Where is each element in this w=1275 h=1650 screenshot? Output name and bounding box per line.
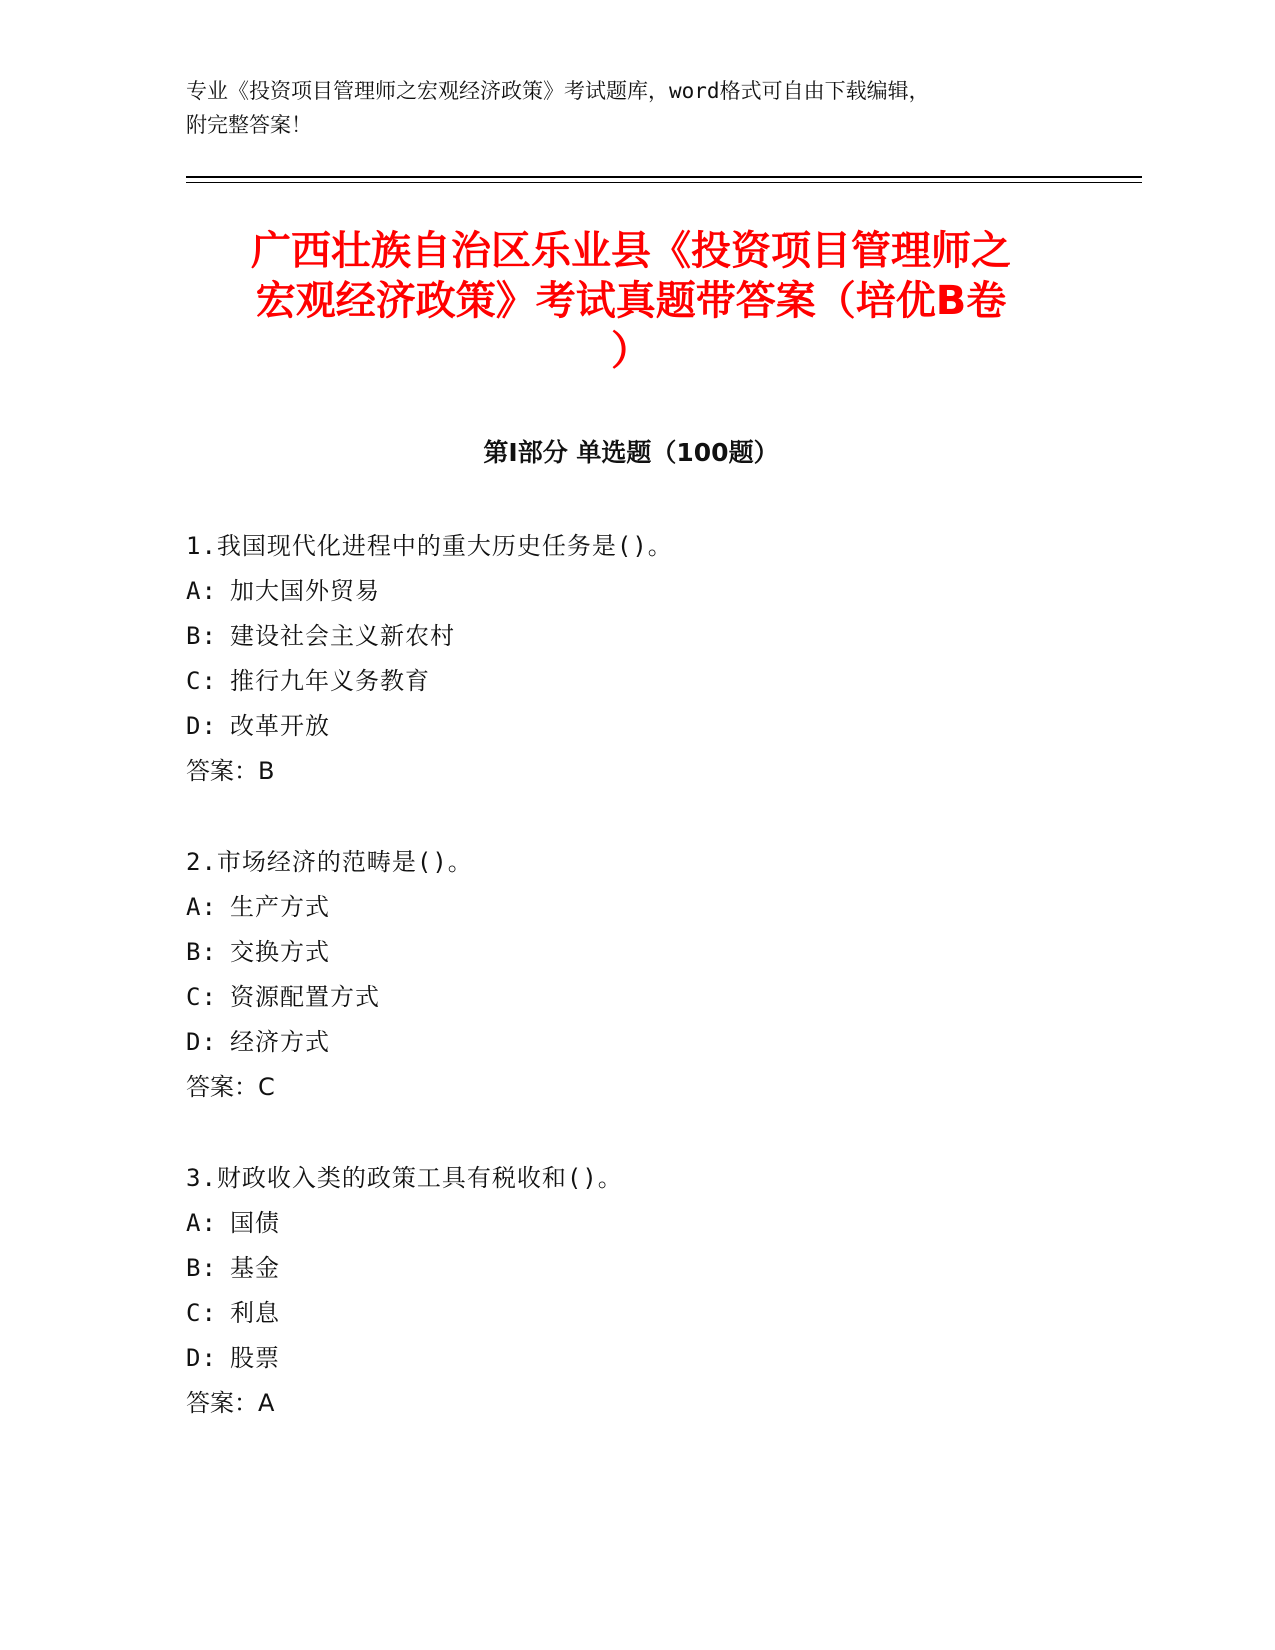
option-d: [186, 1336, 1086, 1381]
option-d: [186, 704, 1086, 749]
title-line-2: 宏观经济政策》考试真题带答案（培优B卷: [255, 278, 1007, 324]
option-b: [186, 614, 1086, 659]
option-text: 股票: [230, 1344, 280, 1372]
header-divider-thin: [186, 182, 1142, 183]
option-text: 基金: [230, 1254, 280, 1282]
question-stem: 3.财政收入类的政策工具有税收和()。: [186, 1164, 623, 1192]
option-text: 生产方式: [230, 893, 330, 921]
option-text: 利息: [230, 1299, 280, 1327]
title-line-1: 广西壮族自治区乐业县《投资项目管理师之: [251, 228, 1011, 274]
option-text: 国债: [230, 1209, 280, 1237]
option-key: D:: [186, 712, 217, 740]
option-c: [186, 975, 1086, 1020]
option-text: 建设社会主义新农村: [230, 622, 455, 650]
header-divider-thick: [186, 176, 1142, 178]
option-key: C:: [186, 1299, 217, 1327]
option-key: D:: [186, 1344, 217, 1372]
question-list: [186, 524, 1086, 1472]
question-3: [186, 1156, 1086, 1426]
option-c: [186, 1291, 1086, 1336]
option-text: 改革开放: [230, 712, 330, 740]
option-c: [186, 659, 1086, 704]
title-line-3: ）: [611, 328, 651, 374]
question-stem: 2.市场经济的范畴是()。: [186, 848, 473, 876]
header-note-line-2: 附完整答案！: [186, 113, 312, 137]
option-key: B:: [186, 622, 217, 650]
answer-line: 答案：C: [186, 1073, 275, 1101]
option-key: B:: [186, 938, 217, 966]
question-1: [186, 524, 1086, 794]
option-key: C:: [186, 667, 217, 695]
document-title: [186, 226, 1076, 376]
option-key: A:: [186, 577, 217, 605]
option-d: [186, 1020, 1086, 1065]
option-text: 经济方式: [230, 1028, 330, 1056]
option-b: [186, 1246, 1086, 1291]
option-key: B:: [186, 1254, 217, 1282]
option-key: C:: [186, 983, 217, 1011]
option-a: [186, 885, 1086, 930]
question-stem: 1.我国现代化进程中的重大历史任务是()。: [186, 532, 673, 560]
option-text: 资源配置方式: [230, 983, 380, 1011]
option-key: A:: [186, 893, 217, 921]
answer-line: 答案：A: [186, 1389, 275, 1417]
header-note-line-1: 专业《投资项目管理师之宏观经济政策》考试题库，word格式可自由下载编辑，: [186, 79, 930, 103]
option-a: [186, 1201, 1086, 1246]
option-text: 推行九年义务教育: [230, 667, 430, 695]
document-header-note: [186, 74, 1096, 142]
section-heading: 第Ⅰ部分 单选题（100题）: [483, 438, 779, 467]
answer-line: 答案：B: [186, 757, 275, 785]
option-text: 加大国外贸易: [230, 577, 380, 605]
option-b: [186, 930, 1086, 975]
option-text: 交换方式: [230, 938, 330, 966]
question-2: [186, 840, 1086, 1110]
option-a: [186, 569, 1086, 614]
option-key: D:: [186, 1028, 217, 1056]
option-key: A:: [186, 1209, 217, 1237]
